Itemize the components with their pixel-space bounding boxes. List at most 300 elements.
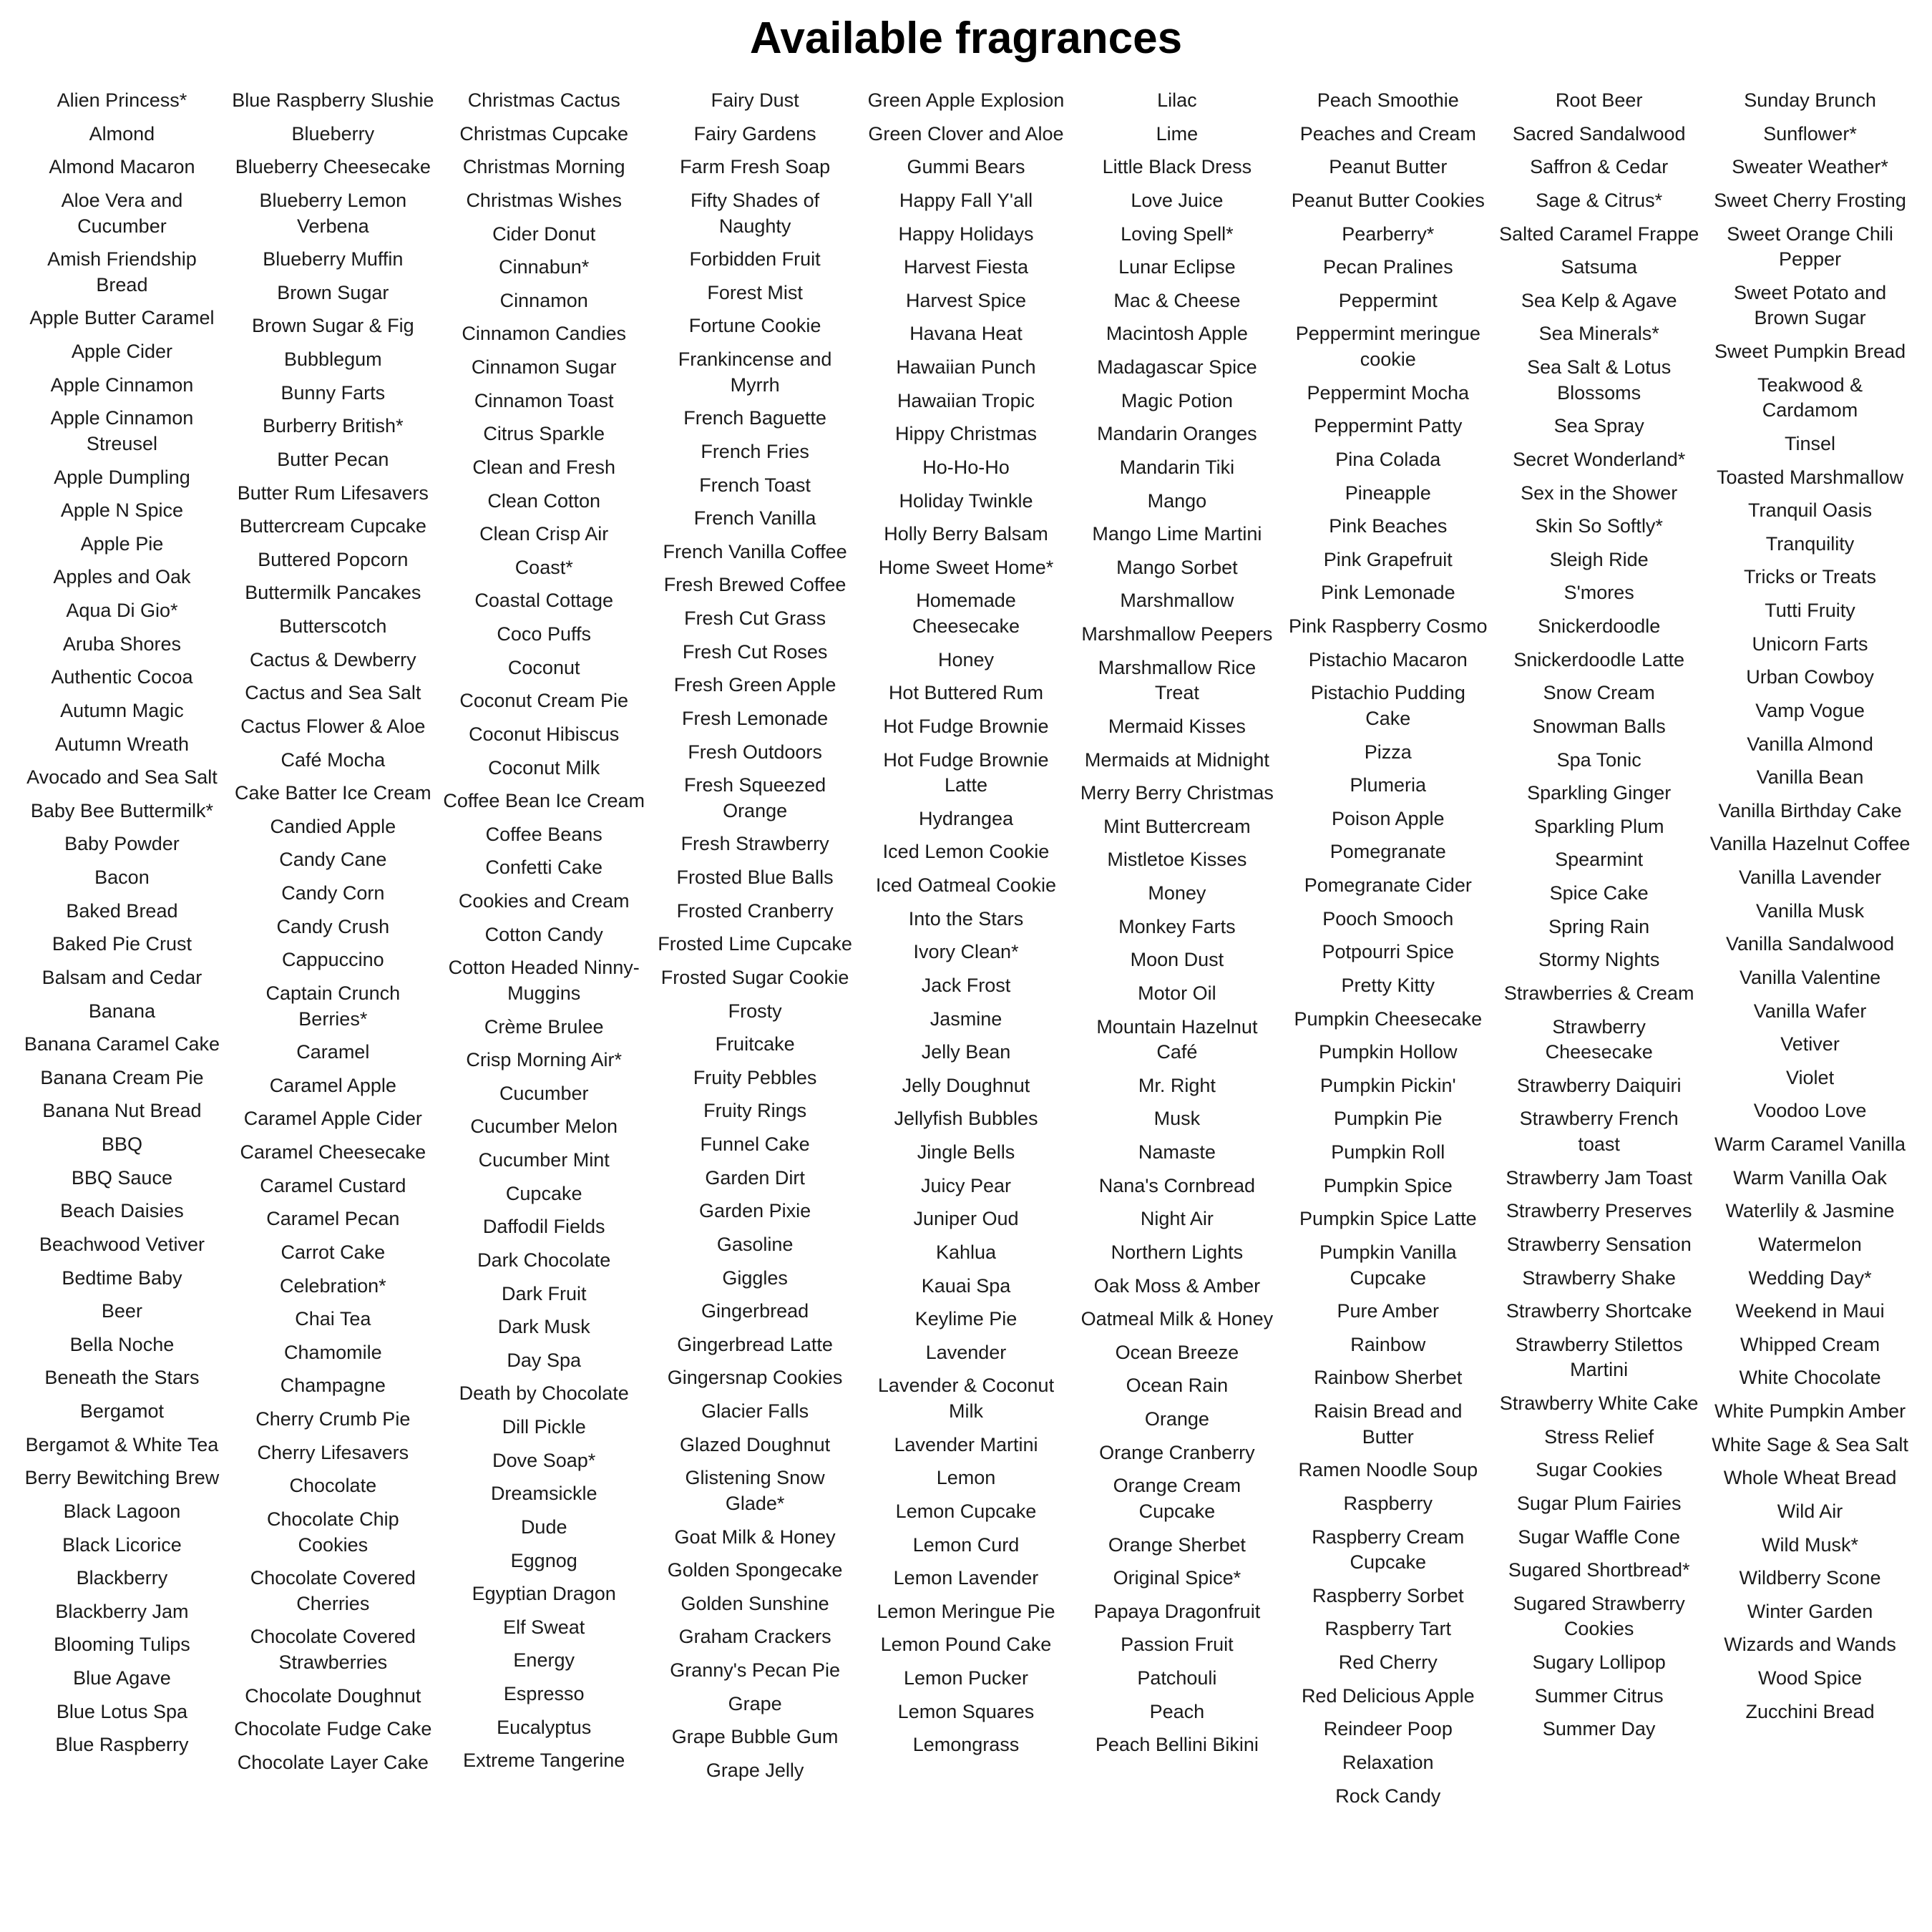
fragrance-item: Mistletoe Kisses: [1107, 849, 1247, 871]
fragrance-item: Buttermilk Pancakes: [245, 582, 421, 604]
fragrance-item: Grape Jelly: [706, 1759, 804, 1781]
fragrance-item: Mango: [1147, 489, 1207, 512]
fragrance-item: Cider Donut: [492, 223, 596, 245]
fragrance-item: Motor Oil: [1138, 982, 1216, 1004]
fragrance-item: Crème Brulee: [484, 1015, 604, 1038]
fragrance-item: Lemon: [936, 1467, 996, 1489]
fragrance-item: Caramel Custard: [260, 1174, 406, 1196]
fragrance-item: Cucumber Mint: [478, 1149, 610, 1171]
fragrance-item: Papaya Dragonfruit: [1093, 1600, 1261, 1622]
fragrance-item: Glazed Doughnut: [680, 1433, 831, 1455]
fragrance-item: Sweet Orange Chili Pepper: [1727, 223, 1893, 270]
fragrance-item: Blackberry Jam: [55, 1600, 189, 1622]
fragrance-item: Lavender: [925, 1341, 1007, 1363]
fragrance-item: Bergamot & White Tea: [25, 1433, 219, 1455]
fragrance-item: Grape Bubble Gum: [671, 1726, 839, 1748]
fragrance-item: Bedtime Baby: [62, 1267, 182, 1289]
fragrance-item: Pink Lemonade: [1320, 582, 1455, 604]
fragrance-item: Clean Crisp Air: [479, 523, 609, 545]
fragrance-item: Golden Spongecake: [667, 1559, 843, 1581]
fragrance-item: Secret Wonderland*: [1513, 448, 1686, 470]
fragrance-item: Sugar Plum Fairies: [1516, 1492, 1682, 1514]
fragrance-item: Kauai Spa: [921, 1274, 1011, 1297]
fragrance-item: Blue Raspberry: [55, 1734, 189, 1756]
fragrance-item: Egyptian Dragon: [472, 1583, 616, 1605]
fragrance-item: Madagascar Spice: [1097, 356, 1257, 378]
fragrance-columns: [20, 88, 1912, 1809]
fragrance-item: Snowman Balls: [1532, 715, 1666, 737]
fragrance-item: Sunday Brunch: [1744, 89, 1876, 111]
fragrance-item: Macintosh Apple: [1106, 323, 1248, 345]
fragrance-item: Peppermint Mocha: [1307, 381, 1470, 404]
fragrance-item: Coconut Cream Pie: [459, 690, 629, 712]
fragrance-item: Weekend in Maui: [1735, 1300, 1885, 1322]
fragrance-item: Pumpkin Hollow: [1318, 1041, 1458, 1063]
fragrance-item: Hot Fudge Brownie: [883, 715, 1049, 737]
fragrance-item: Peach Bellini Bikini: [1095, 1734, 1259, 1756]
fragrance-item: Sweet Pumpkin Bread: [1714, 341, 1906, 362]
fragrance-item: Iced Oatmeal Cookie: [875, 874, 1057, 896]
fragrance-item: Coconut Milk: [488, 756, 600, 779]
fragrance-item: French Vanilla Coffee: [663, 540, 847, 562]
fragrance-item: Pumpkin Roll: [1331, 1141, 1445, 1163]
fragrance-item: Snickerdoodle Latte: [1513, 648, 1684, 670]
fragrance-item: Vanilla Wafer: [1753, 1000, 1867, 1022]
fragrance-item: Cactus & Dewberry: [250, 648, 416, 670]
fragrance-item: White Pumpkin Amber: [1714, 1400, 1906, 1422]
fragrance-item: Lemon Meringue Pie: [877, 1600, 1055, 1622]
fragrance-item: Clean and Fresh: [472, 456, 616, 478]
fragrance-item: Strawberry Daiquiri: [1516, 1074, 1682, 1096]
fragrance-item: Strawberry Shake: [1522, 1267, 1676, 1289]
fragrance-item: Peppermint Patty: [1314, 415, 1463, 437]
fragrance-item: Celebration*: [280, 1274, 386, 1297]
fragrance-item: Stress Relief: [1544, 1425, 1654, 1448]
fragrance-item: Blue Agave: [73, 1667, 171, 1689]
fragrance-column-8: [1497, 88, 1701, 1809]
fragrance-item: Harvest Fiesta: [903, 256, 1029, 278]
fragrance-item: Vanilla Valentine: [1739, 966, 1881, 988]
fragrance-column-6: [1075, 88, 1279, 1809]
fragrance-item: Lavender & Coconut Milk: [877, 1375, 1055, 1422]
fragrance-item: Pumpkin Cheesecake: [1294, 1008, 1483, 1030]
fragrance-item: Moon Dust: [1130, 949, 1224, 971]
fragrance-item: Homemade Cheesecake: [912, 590, 1020, 637]
fragrance-item: Pomegranate Cider: [1304, 874, 1472, 896]
fragrance-item: Frosted Sugar Cookie: [660, 966, 849, 988]
fragrance-item: Hydrangea: [918, 807, 1014, 829]
fragrance-item: Berry Bewitching Brew: [24, 1467, 220, 1489]
fragrance-item: Fresh Brewed Coffee: [663, 574, 847, 596]
fragrance-item: Passion Fruit: [1121, 1634, 1234, 1656]
fragrance-item: Dark Chocolate: [477, 1249, 611, 1271]
fragrance-item: French Fries: [701, 440, 809, 462]
fragrance-item: Buttercream Cupcake: [239, 515, 426, 537]
fragrance-item: Musk: [1153, 1108, 1201, 1130]
fragrance-item: Frosted Cranberry: [676, 899, 834, 922]
fragrance-item: Banana Nut Bread: [42, 1100, 202, 1122]
fragrance-item: Sunflower*: [1763, 122, 1857, 145]
fragrance-item: Extreme Tangerine: [463, 1750, 625, 1772]
fragrance-item: Fresh Cut Grass: [684, 608, 826, 629]
fragrance-item: Champagne: [280, 1375, 386, 1397]
fragrance-item: Beachwood Vetiver: [39, 1233, 205, 1255]
fragrance-item: Fresh Outdoors: [688, 741, 822, 763]
fragrance-item: Candy Crush: [276, 915, 390, 937]
fragrance-item: Butter Pecan: [277, 448, 389, 470]
fragrance-item: Garden Pixie: [699, 1200, 811, 1222]
fragrance-item: Money: [1148, 882, 1206, 904]
fragrance-item: Juniper Oud: [913, 1208, 1019, 1230]
fragrance-item: Black Lagoon: [63, 1500, 181, 1522]
fragrance-item: Granny's Pecan Pie: [670, 1659, 840, 1681]
fragrance-item: Cinnabun*: [499, 256, 590, 278]
fragrance-item: Coffee Beans: [485, 823, 602, 845]
fragrance-item: Brown Sugar: [277, 281, 389, 303]
fragrance-item: Jelly Doughnut: [902, 1074, 1030, 1096]
fragrance-item: Sea Kelp & Agave: [1521, 289, 1677, 311]
fragrance-item: Jellyfish Bubbles: [894, 1108, 1038, 1130]
fragrance-item: Glistening Snow Glade*: [685, 1467, 825, 1514]
fragrance-item: Black Licorice: [62, 1533, 182, 1556]
fragrance-item: Reindeer Poop: [1323, 1718, 1453, 1740]
fragrance-item: Peppermint: [1338, 289, 1438, 311]
fragrance-item: Beach Daisies: [60, 1200, 184, 1222]
fragrance-item: Fifty Shades of Naughty: [691, 189, 820, 237]
fragrance-item: Urban Cowboy: [1746, 666, 1874, 688]
fragrance-item: Avocado and Sea Salt: [26, 766, 218, 789]
fragrance-item: Apple Cinnamon Streusel: [50, 407, 194, 454]
fragrance-item: Forbidden Fruit: [689, 248, 821, 270]
fragrance-item: Blueberry Muffin: [263, 248, 404, 270]
fragrance-item: Raspberry Tart: [1324, 1618, 1452, 1640]
fragrance-item: Tranquil Oasis: [1748, 499, 1873, 522]
fragrance-item: Gingersnap Cookies: [667, 1367, 843, 1389]
fragrance-item: Christmas Morning: [462, 156, 625, 178]
fragrance-item: Dude: [520, 1516, 567, 1538]
fragrance-item: Marshmallow: [1120, 590, 1234, 612]
fragrance-item: Hawaiian Tropic: [897, 389, 1035, 411]
fragrance-item: Sex in the Shower: [1521, 482, 1678, 504]
fragrance-item: Lemon Squares: [897, 1700, 1035, 1722]
fragrance-item: Peanut Butter: [1329, 156, 1448, 178]
fragrance-item: Jingle Bells: [917, 1141, 1015, 1163]
fragrance-item: Pure Amber: [1337, 1300, 1440, 1322]
fragrance-item: Candy Corn: [281, 882, 385, 904]
fragrance-item: Frosted Blue Balls: [676, 867, 834, 888]
fragrance-item: Fruitcake: [715, 1033, 795, 1055]
fragrance-item: Caramel Pecan: [266, 1208, 400, 1230]
fragrance-item: Rock Candy: [1335, 1785, 1441, 1807]
fragrance-item: Kahlua: [935, 1241, 997, 1263]
fragrance-item: Pooch Smooch: [1322, 907, 1454, 930]
fragrance-item: Green Apple Explosion: [867, 89, 1065, 111]
fragrance-item: Burberry British*: [263, 415, 404, 437]
fragrance-item: Hot Fudge Brownie Latte: [883, 748, 1049, 796]
fragrance-item: Strawberry Preserves: [1506, 1200, 1692, 1222]
fragrance-item: Whipped Cream: [1740, 1333, 1880, 1355]
fragrance-item: Forest Mist: [707, 281, 803, 303]
fragrance-item: Cinnamon Toast: [474, 389, 614, 411]
fragrance-item: Ho-Ho-Ho: [922, 456, 1010, 478]
fragrance-item: Cactus and Sea Salt: [245, 682, 421, 704]
fragrance-item: Gingerbread: [701, 1300, 809, 1322]
fragrance-item: Winter Garden: [1747, 1600, 1873, 1622]
fragrance-item: Sacred Sandalwood: [1512, 122, 1686, 145]
fragrance-item: Sugared Shortbread*: [1508, 1559, 1690, 1581]
fragrance-item: Strawberry Sensation: [1506, 1233, 1692, 1255]
fragrance-item: S'mores: [1563, 582, 1634, 604]
fragrance-item: Toasted Marshmallow: [1716, 466, 1904, 488]
fragrance-item: Lemon Pound Cake: [880, 1634, 1052, 1656]
fragrance-item: Strawberry Jam Toast: [1506, 1166, 1692, 1189]
fragrance-item: BBQ: [101, 1133, 142, 1155]
fragrance-item: Loving Spell*: [1121, 223, 1234, 245]
fragrance-item: Wildberry Scone: [1739, 1567, 1881, 1589]
fragrance-item: Autumn Magic: [60, 699, 184, 721]
fragrance-item: Golden Sunshine: [680, 1592, 829, 1614]
fragrance-item: Sugared Strawberry Cookies: [1513, 1592, 1685, 1640]
fragrance-item: Iced Lemon Cookie: [882, 841, 1050, 863]
fragrance-item: Autumn Wreath: [54, 733, 189, 755]
fragrance-item: Marshmallow Rice Treat: [1098, 656, 1257, 704]
fragrance-item: Crisp Morning Air*: [466, 1049, 622, 1071]
fragrance-item: Lemongrass: [912, 1734, 1020, 1756]
fragrance-item: Apple Pie: [80, 532, 164, 555]
fragrance-item: Zucchini Bread: [1745, 1700, 1875, 1722]
fragrance-item: Potpourri Spice: [1322, 941, 1455, 963]
fragrance-item: Lemon Cupcake: [895, 1500, 1037, 1522]
fragrance-item: Lime: [1156, 122, 1199, 145]
fragrance-item: Aqua Di Gio*: [66, 600, 178, 621]
fragrance-item: Chocolate Fudge Cake: [234, 1718, 432, 1740]
fragrance-item: White Sage & Sea Salt: [1712, 1433, 1908, 1455]
fragrance-item: Sparkling Ginger: [1527, 782, 1672, 804]
fragrance-item: Banana Caramel Cake: [24, 1033, 220, 1055]
fragrance-item: Magic Potion: [1121, 389, 1233, 411]
fragrance-item: Happy Fall Y'all: [899, 189, 1033, 211]
fragrance-item: Sea Minerals*: [1538, 323, 1659, 345]
fragrance-item: Caramel Cheesecake: [240, 1141, 426, 1163]
fragrance-item: Honey: [937, 648, 995, 670]
fragrance-item: Violet: [1786, 1066, 1835, 1088]
fragrance-item: Summer Citrus: [1534, 1684, 1664, 1707]
fragrance-item: Fresh Strawberry: [680, 833, 829, 855]
fragrance-item: Merry Berry Christmas: [1080, 782, 1274, 804]
fragrance-item: Peach Smoothie: [1317, 89, 1459, 111]
fragrance-item: Tinsel: [1785, 432, 1836, 454]
fragrance-item: Little Black Dress: [1102, 156, 1252, 178]
fragrance-item: Hot Buttered Rum: [888, 682, 1044, 704]
fragrance-item: Day Spa: [507, 1349, 581, 1371]
fragrance-item: Red Delicious Apple: [1301, 1684, 1475, 1707]
fragrance-item: Original Spice*: [1113, 1567, 1241, 1589]
fragrance-item: Wood Spice: [1758, 1667, 1863, 1689]
fragrance-column-1: [20, 88, 224, 1809]
fragrance-item: Cinnamon Candies: [462, 323, 627, 345]
fragrance-item: Dark Fruit: [501, 1282, 587, 1304]
fragrance-item: Bacon: [94, 867, 150, 888]
fragrance-item: Apple Dumpling: [54, 466, 190, 488]
fragrance-item: Baked Bread: [66, 899, 178, 922]
fragrance-item: Voodoo Love: [1753, 1100, 1867, 1122]
fragrance-item: Jelly Bean: [921, 1041, 1011, 1063]
fragrance-item: Fresh Cut Roses: [682, 640, 828, 663]
fragrance-item: Cherry Lifesavers: [257, 1441, 409, 1463]
fragrance-item: Fairy Gardens: [693, 122, 816, 145]
fragrance-item: Cactus Flower & Aloe: [240, 715, 426, 737]
fragrance-item: Rainbow Sherbet: [1314, 1367, 1463, 1389]
fragrance-item: Goat Milk & Honey: [674, 1526, 836, 1548]
fragrance-item: Cucumber: [499, 1082, 589, 1104]
fragrance-item: Apple Cinnamon: [50, 374, 194, 396]
fragrance-item: Strawberry Shortcake: [1506, 1300, 1692, 1322]
fragrance-item: Oatmeal Milk & Honey: [1080, 1308, 1274, 1330]
fragrance-item: Vetiver: [1780, 1033, 1840, 1055]
fragrance-item: Bergamot: [79, 1400, 164, 1422]
fragrance-item: Orange Cream Cupcake: [1113, 1475, 1241, 1522]
fragrance-item: Apple N Spice: [60, 499, 183, 522]
fragrance-column-5: [864, 88, 1068, 1809]
fragrance-item: Wedding Day*: [1748, 1267, 1872, 1289]
fragrance-item: Baked Pie Crust: [52, 933, 192, 955]
fragrance-item: Night Air: [1140, 1208, 1214, 1230]
fragrance-item: Mint Buttercream: [1103, 815, 1251, 837]
fragrance-item: Fruity Rings: [703, 1100, 807, 1122]
fragrance-item: Ocean Rain: [1126, 1375, 1229, 1397]
fragrance-item: Pistachio Pudding Cake: [1310, 682, 1465, 729]
fragrance-item: Chocolate Doughnut: [245, 1684, 421, 1707]
fragrance-item: French Toast: [699, 474, 811, 496]
fragrance-item: Christmas Wishes: [466, 189, 622, 211]
fragrance-item: Snickerdoodle: [1538, 615, 1661, 637]
fragrance-item: Cotton Headed Ninny-Muggins: [448, 957, 640, 1004]
fragrance-item: Tutti Fruity: [1765, 600, 1855, 621]
fragrance-item: Eucalyptus: [497, 1716, 592, 1738]
fragrance-item: Candy Cane: [279, 849, 387, 871]
fragrance-item: Pumpkin Pickin': [1319, 1074, 1456, 1096]
fragrance-item: Holly Berry Balsam: [884, 523, 1048, 545]
fragrance-item: Sleigh Ride: [1549, 548, 1649, 570]
fragrance-item: Peppermint meringue cookie: [1295, 323, 1480, 370]
fragrance-item: Sugar Waffle Cone: [1518, 1526, 1680, 1548]
fragrance-item: Wild Musk*: [1762, 1533, 1859, 1556]
fragrance-item: Pizza: [1364, 741, 1412, 763]
fragrance-item: Carrot Cake: [280, 1241, 386, 1263]
fragrance-item: Oak Moss & Amber: [1093, 1274, 1261, 1297]
fragrance-item: Vanilla Musk: [1756, 899, 1865, 922]
fragrance-item: Pineapple: [1345, 482, 1431, 504]
fragrance-item: Fruity Pebbles: [693, 1066, 817, 1088]
fragrance-item: Vanilla Sandalwood: [1725, 933, 1895, 955]
fragrance-item: Pecan Pralines: [1322, 256, 1453, 278]
fragrance-item: Death by Chocolate: [459, 1382, 629, 1405]
fragrance-item: White Chocolate: [1739, 1367, 1881, 1389]
fragrance-item: Bunny Farts: [280, 381, 386, 404]
fragrance-item: Pumpkin Spice Latte: [1299, 1208, 1477, 1230]
fragrance-item: Unicorn Farts: [1752, 633, 1868, 655]
fragrance-item: Waterlily & Jasmine: [1725, 1200, 1895, 1222]
fragrance-item: Pina Colada: [1335, 448, 1441, 470]
fragrance-item: Cookies and Cream: [458, 890, 630, 912]
fragrance-item: Spring Rain: [1548, 915, 1650, 937]
fragrance-item: Peanut Butter Cookies: [1291, 189, 1485, 211]
fragrance-item: Citrus Sparkle: [483, 423, 605, 445]
fragrance-item: Dreamsickle: [490, 1483, 597, 1505]
fragrance-item: Holiday Twinkle: [899, 489, 1033, 512]
fragrance-item: Gummi Bears: [907, 156, 1025, 178]
fragrance-item: Lilac: [1157, 89, 1197, 111]
fragrance-item: Red Cherry: [1338, 1652, 1438, 1673]
fragrance-item: Spa Tonic: [1556, 748, 1641, 771]
fragrance-item: Monkey Farts: [1118, 915, 1236, 937]
fragrance-item: Authentic Cocoa: [51, 666, 193, 688]
fragrance-item: Butter Rum Lifesavers: [237, 482, 429, 504]
fragrance-item: Fresh Green Apple: [673, 674, 836, 696]
fragrance-item: Spearmint: [1555, 849, 1644, 871]
fragrance-item: Chamomile: [284, 1341, 382, 1363]
fragrance-item: Strawberry White Cake: [1499, 1392, 1699, 1414]
fragrance-item: Strawberries & Cream: [1503, 982, 1694, 1004]
fragrance-item: Vanilla Birthday Cake: [1718, 799, 1902, 821]
fragrance-item: Sweet Cherry Frosting: [1714, 189, 1906, 211]
fragrance-item: Coffee Bean Ice Cream: [443, 790, 645, 812]
fragrance-item: Apples and Oak: [53, 566, 191, 588]
fragrance-item: Amish Friendship Bread: [47, 248, 197, 296]
fragrance-item: Sugary Lollipop: [1532, 1652, 1666, 1673]
fragrance-item: Coast*: [514, 556, 573, 578]
fragrance-item: Nana's Cornbread: [1098, 1174, 1256, 1196]
fragrance-item: Sparkling Plum: [1533, 815, 1664, 837]
fragrance-item: Strawberry Stilettos Martini: [1515, 1333, 1683, 1381]
fragrance-item: Coco Puffs: [497, 623, 591, 645]
fragrance-item: Hawaiian Punch: [896, 356, 1036, 378]
fragrance-item: Raspberry: [1343, 1492, 1433, 1514]
fragrance-item: Confetti Cake: [485, 857, 602, 879]
fragrance-item: Mermaids at Midnight: [1084, 748, 1269, 771]
fragrance-item: Lunar Eclipse: [1118, 256, 1236, 278]
fragrance-item: Pumpkin Vanilla Cupcake: [1319, 1241, 1457, 1289]
fragrance-item: Eggnog: [510, 1549, 577, 1571]
fragrance-item: Mermaid Kisses: [1108, 715, 1246, 737]
fragrance-item: Skin So Softly*: [1535, 515, 1663, 537]
fragrance-column-2: [231, 88, 435, 1809]
fragrance-item: Gingerbread Latte: [677, 1333, 833, 1355]
fragrance-item: Chocolate: [289, 1475, 377, 1497]
fragrance-item: Marshmallow Peepers: [1081, 623, 1273, 645]
fragrance-item: French Vanilla: [693, 507, 816, 530]
fragrance-item: Funnel Cake: [700, 1133, 810, 1155]
fragrance-item: Northern Lights: [1111, 1241, 1244, 1263]
fragrance-item: Coconut Hibiscus: [469, 723, 620, 745]
fragrance-item: Balsam and Cedar: [42, 966, 203, 988]
fragrance-item: Satsuma: [1561, 256, 1637, 278]
fragrance-item: Blooming Tulips: [54, 1634, 190, 1656]
fragrance-item: Chocolate Covered Cherries: [250, 1567, 416, 1614]
fragrance-item: Apple Cider: [71, 341, 172, 362]
fragrance-item: Blueberry: [291, 122, 375, 145]
fragrance-item: Brown Sugar & Fig: [252, 315, 414, 337]
fragrance-item: Havana Heat: [909, 323, 1023, 345]
fragrance-item: French Baguette: [683, 407, 826, 429]
fragrance-item: Relaxation: [1342, 1751, 1434, 1773]
fragrance-item: Cake Batter Ice Cream: [235, 782, 431, 804]
fragrance-item: Jasmine: [930, 1008, 1002, 1030]
fragrance-item: Pink Grapefruit: [1323, 548, 1453, 570]
fragrance-item: Baby Powder: [64, 833, 180, 855]
fragrance-item: Chocolate Layer Cake: [237, 1751, 429, 1773]
fragrance-item: Warm Vanilla Oak: [1733, 1166, 1887, 1189]
